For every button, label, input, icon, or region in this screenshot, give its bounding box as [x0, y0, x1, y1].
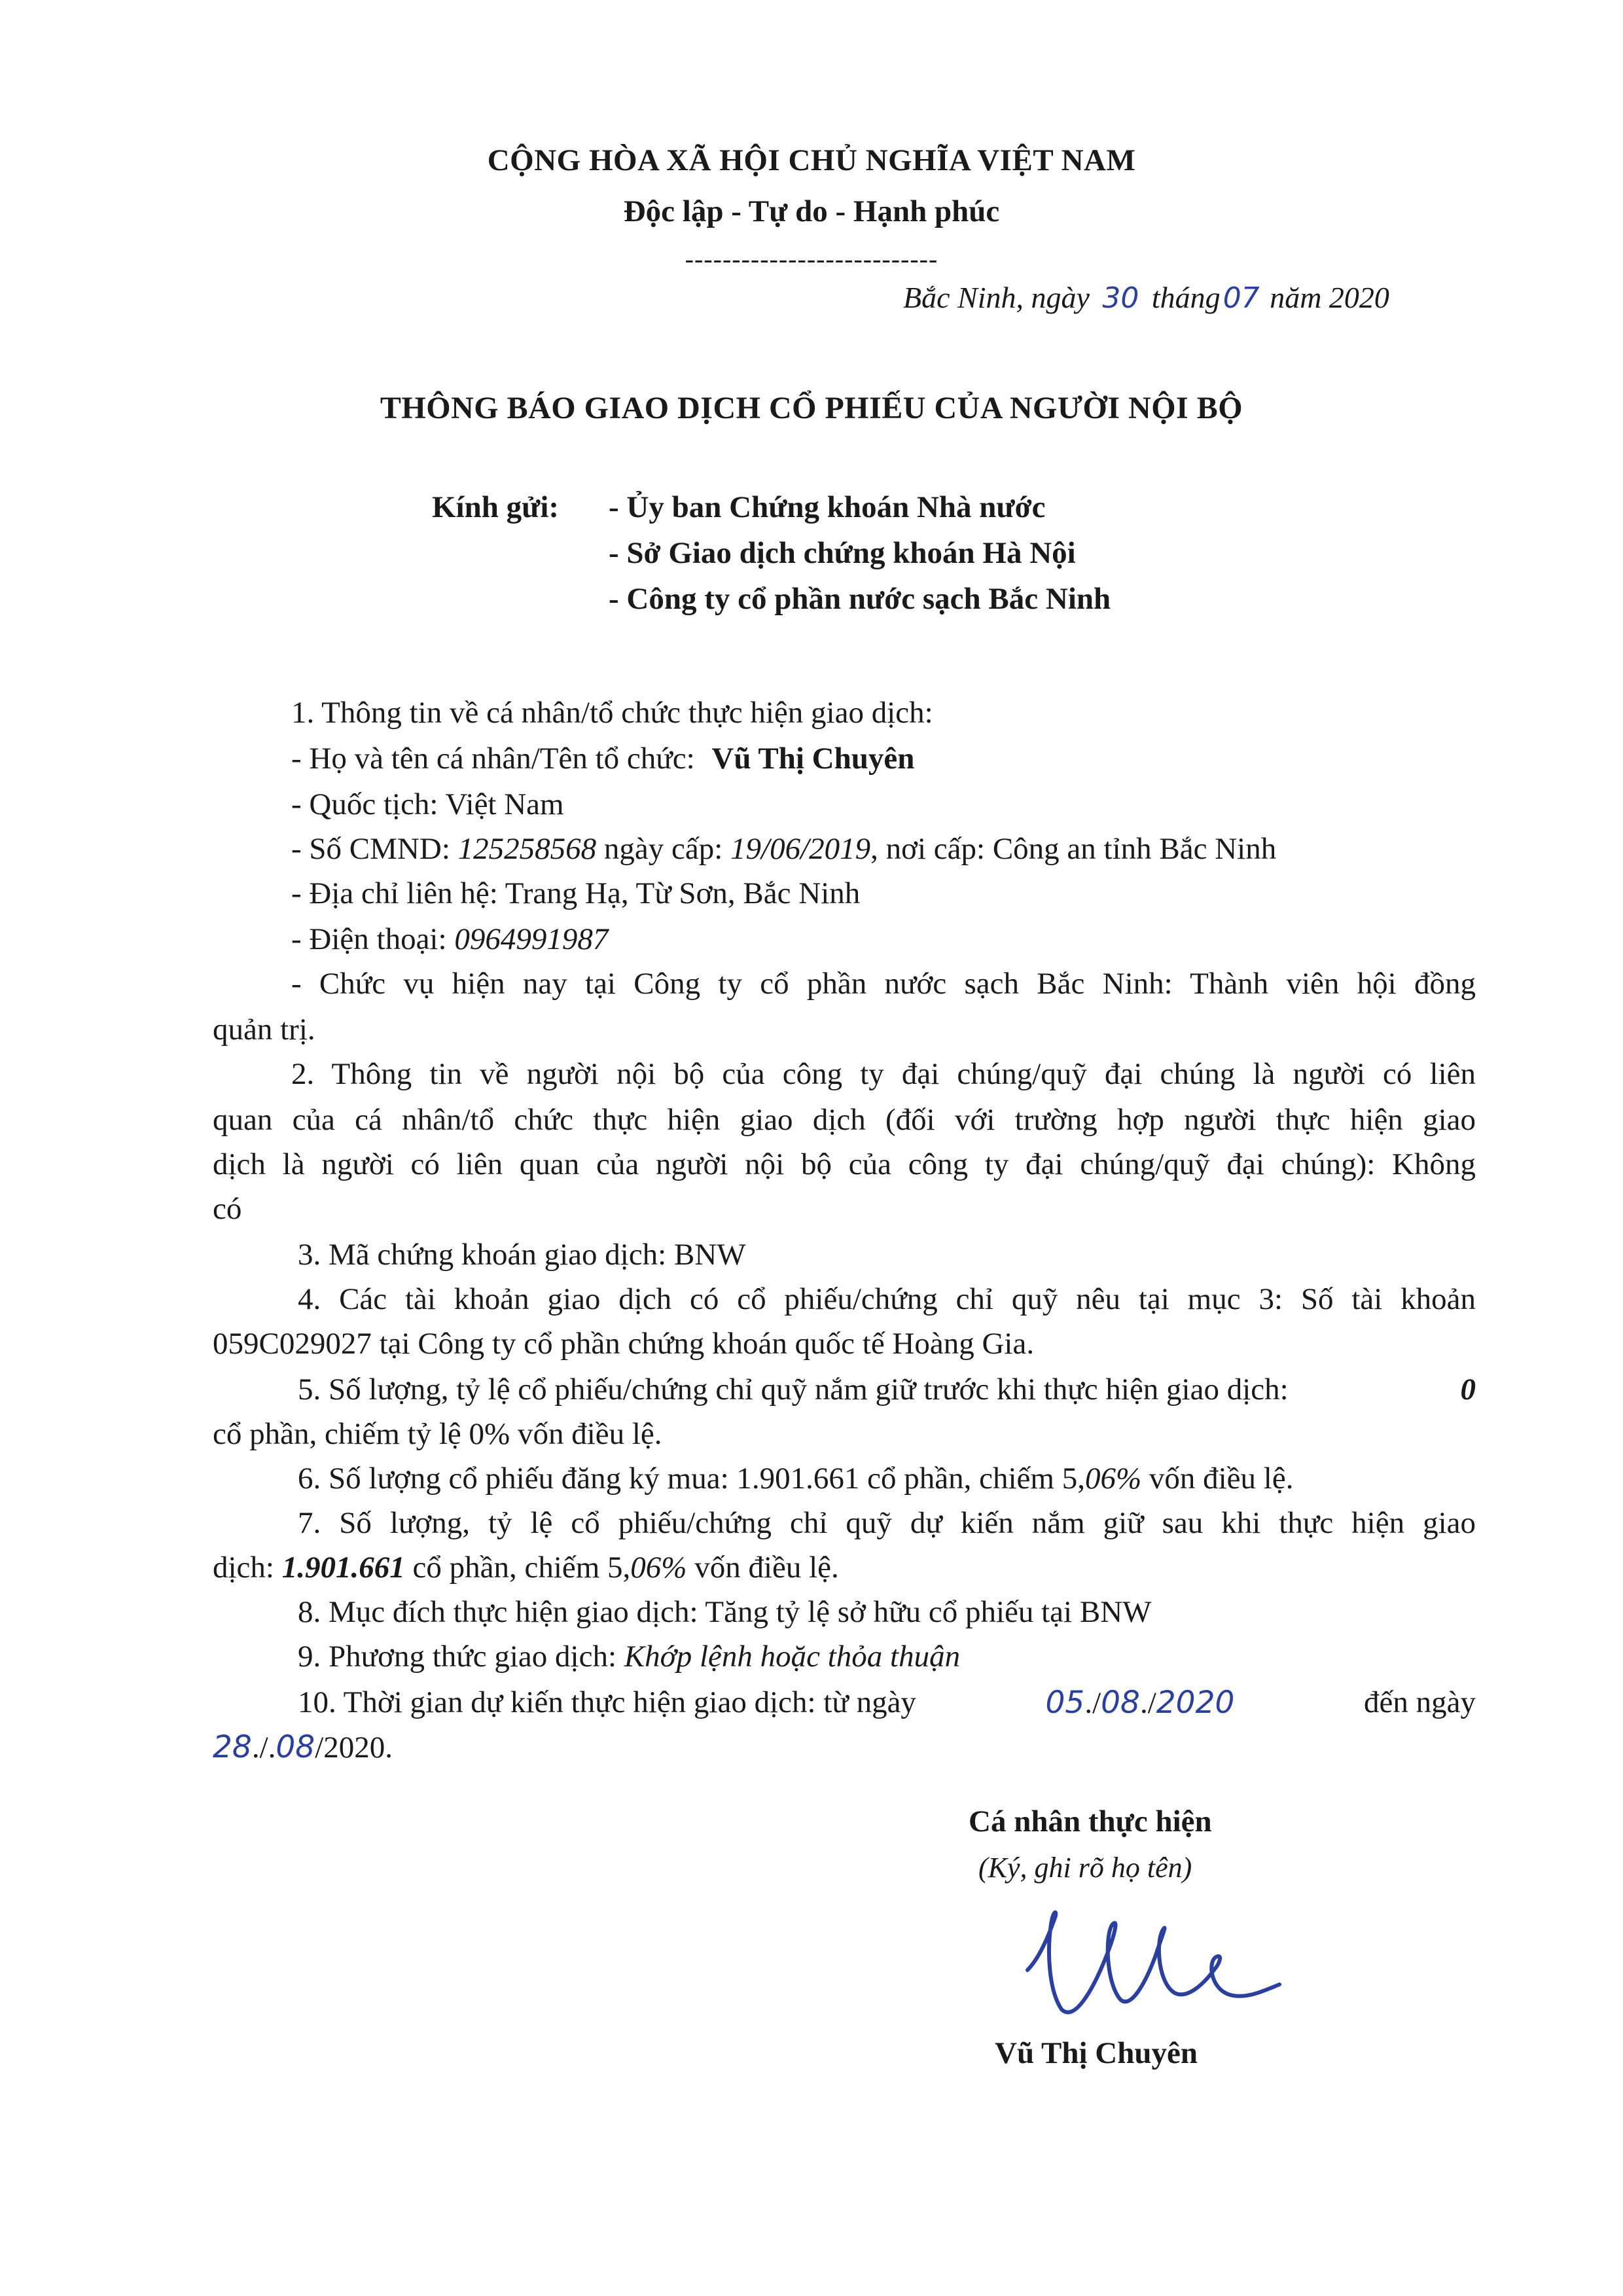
date-day-handwritten: 30: [1102, 281, 1139, 315]
position-line: - Chức vụ hiện nay tại Công ty cổ phần nước sạch Bắc Ninh: Thành viên hội đồng: [291, 967, 1476, 1001]
section7-line: 7. Số lượng, tỷ lệ cổ phiếu/chứng chỉ quỹ dự kiến nắm giữ sau khi thực hiện giao: [298, 1506, 1476, 1540]
section10-line-cont: 28./.08/2020.: [213, 1729, 393, 1765]
section7-suffix: vốn điều lệ.: [687, 1551, 839, 1585]
issue-place: , nơi cấp: Công an tỉnh Bắc Ninh: [870, 832, 1277, 866]
to-year: 2020.: [323, 1731, 393, 1765]
section2-line: dịch là người có liên quan của người nội bộ của công ty đại chúng/quỹ đại chúng): Không: [213, 1147, 1476, 1181]
section5-value: 0: [1460, 1372, 1476, 1407]
section4-line: 059C029027 tại Công ty cổ phần chứng khoán quốc tế Hoàng Gia.: [213, 1327, 1035, 1361]
issue-date: 19/06/2019: [730, 832, 871, 866]
section7-prefix: dịch:: [213, 1551, 274, 1585]
section2-line: quan của cá nhân/tổ chức thực hiện giao dịch (đối với trường hợp người thực hiện giao: [213, 1103, 1476, 1137]
section10-label: 10. Thời gian dự kiến thực hiện giao dịch: từ ngày: [298, 1685, 916, 1719]
position-line-cont: quản trị.: [213, 1013, 315, 1047]
date-year: năm 2020: [1270, 281, 1389, 314]
section3-line: 3. Mã chứng khoán giao dịch: BNW: [298, 1238, 746, 1272]
date-month-label: tháng: [1151, 281, 1221, 314]
section2-line: 2. Thông tin về người nội bộ của công ty đại chúng/quỹ đại chúng là người có liên: [291, 1057, 1476, 1091]
motto-heading: Độc lập - Tự do - Hạnh phúc: [623, 194, 1000, 228]
section10-from: 05./08./2020: [1045, 1685, 1235, 1721]
section7-pct: 06%: [630, 1551, 687, 1585]
issue-label: ngày cấp:: [603, 832, 723, 866]
section9-value: Khớp lệnh hoặc thỏa thuận: [624, 1640, 961, 1674]
id-line: [291, 831, 1276, 867]
section1-name-line: [291, 741, 914, 776]
address-line: - Địa chỉ liên hệ: Trang Hạ, Từ Sơn, Bắc Ninh: [291, 876, 861, 910]
signature-note: (Ký, ghi rõ họ tên): [978, 1852, 1192, 1884]
phone-value: 0964991987: [454, 922, 609, 956]
signer-name: Vũ Thị Chuyên: [995, 2036, 1198, 2070]
section5-line: [298, 1372, 1476, 1407]
date-place: Bắc Ninh, ngày: [903, 281, 1090, 314]
from-year-handwritten: 2020: [1156, 1685, 1235, 1721]
date-month-handwritten: 07: [1222, 281, 1260, 315]
name-label: - Họ và tên cá nhân/Tên tổ chức:: [291, 742, 695, 776]
to-day-handwritten: 28: [213, 1729, 252, 1765]
recipient-item: - Ủy ban Chứng khoán Nhà nước: [609, 490, 1046, 524]
section7-line: [213, 1550, 839, 1585]
recipient-item: - Sở Giao dịch chứng khoán Hà Nội: [609, 536, 1076, 570]
section1-heading: 1. Thông tin về cá nhân/tổ chức thực hiện giao dịch:: [291, 696, 933, 730]
section8-line: 8. Mục đích thực hiện giao dịch: Tăng tỷ lệ sở hữu cổ phiếu tại BNW: [298, 1595, 1152, 1629]
section2-line: có: [213, 1192, 242, 1226]
section10-to-label: đến ngày: [1364, 1685, 1476, 1719]
phone-label: - Điện thoại:: [291, 922, 447, 956]
phone-line: [291, 922, 608, 957]
section5-line: cổ phần, chiếm tỷ lệ 0% vốn điều lệ.: [213, 1417, 662, 1451]
from-day-handwritten: 05: [1045, 1685, 1085, 1721]
country-heading: CỘNG HÒA XÃ HỘI CHỦ NGHĨA VIỆT NAM: [487, 143, 1136, 177]
section6-prefix: 6. Số lượng cổ phiếu đăng ký mua: 1.901.661 cổ phần, chiếm 5,: [298, 1462, 1085, 1496]
signature-label: Cá nhân thực hiện: [969, 1804, 1212, 1839]
document-title: THÔNG BÁO GIAO DỊCH CỔ PHIẾU CỦA NGƯỜI NỘI BỘ: [380, 391, 1243, 425]
section6-line: [298, 1461, 1293, 1496]
section7-value: 1.901.661: [281, 1551, 405, 1585]
to-month-handwritten: 08: [276, 1729, 315, 1765]
date-line: [903, 280, 1389, 315]
section6-suffix: vốn điều lệ.: [1141, 1462, 1294, 1496]
id-label: - Số CMND:: [291, 832, 450, 866]
section4-line: 4. Các tài khoản giao dịch có cổ phiếu/chứng chỉ quỹ nêu tại mục 3: Số tài khoản: [298, 1282, 1476, 1316]
section10-line: [298, 1685, 1476, 1721]
header-divider: ---------------------------: [685, 244, 938, 274]
section7-mid: cổ phần, chiếm 5,: [412, 1551, 631, 1585]
recipient-item: - Công ty cổ phần nước sạch Bắc Ninh: [609, 582, 1111, 616]
handwritten-signature: [1014, 1885, 1289, 2036]
id-value: 125258568: [457, 832, 597, 866]
section9-label: 9. Phương thức giao dịch:: [298, 1640, 617, 1674]
nationality-line: - Quốc tịch: Việt Nam: [291, 787, 564, 821]
section9-line: [298, 1639, 960, 1674]
recipients-label: Kính gửi:: [432, 490, 560, 524]
section6-pct: 06%: [1084, 1462, 1142, 1496]
section5-text: 5. Số lượng, tỷ lệ cổ phiếu/chứng chỉ quỹ nắm giữ trước khi thực hiện giao dịch:: [298, 1372, 1289, 1407]
from-month-handwritten: 08: [1101, 1685, 1140, 1721]
name-value: Vũ Thị Chuyên: [711, 742, 915, 776]
